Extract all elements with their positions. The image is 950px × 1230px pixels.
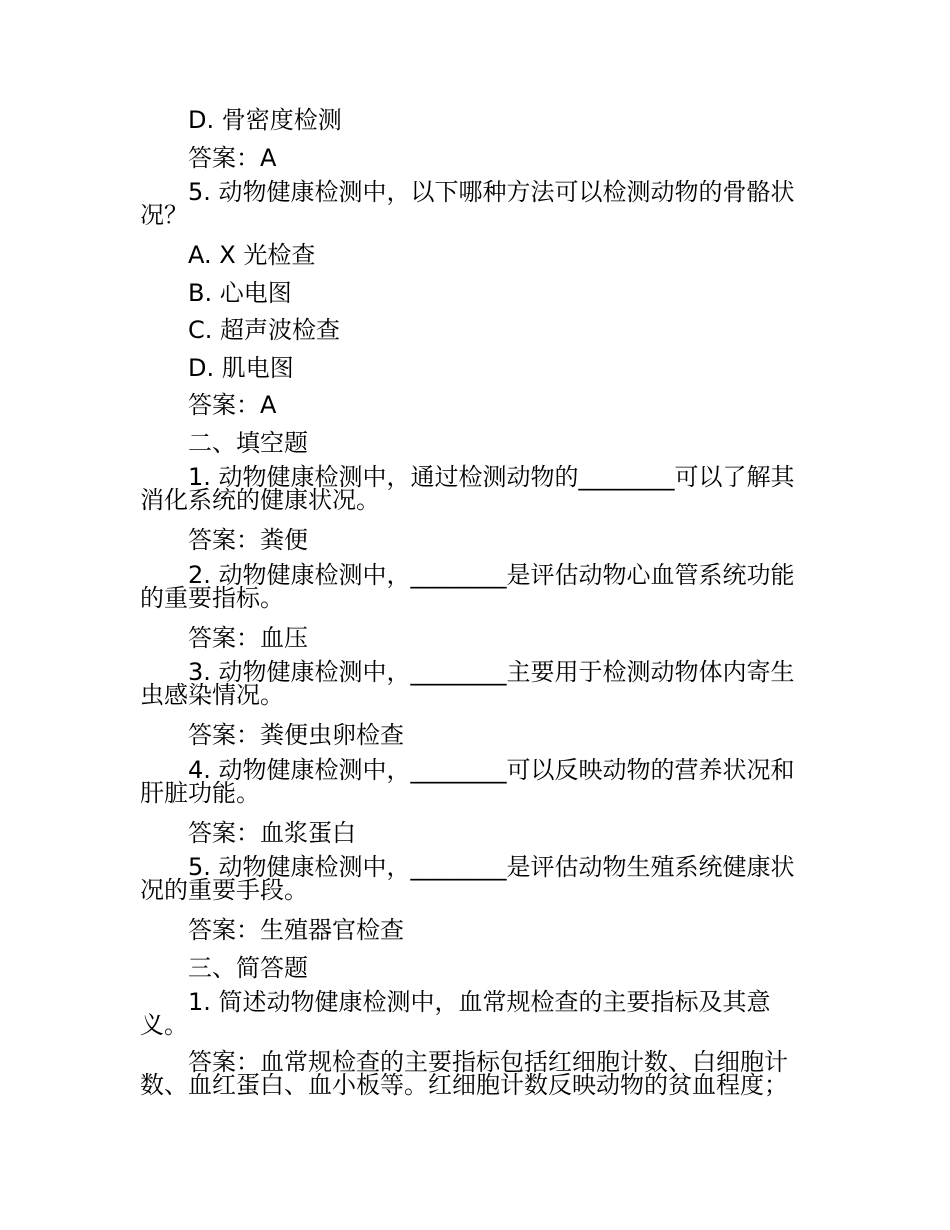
option-d: D. 肌电图 xyxy=(188,353,294,382)
document-body xyxy=(140,102,812,1107)
answer-line: 答案：粪便虫卵检查 xyxy=(188,721,404,749)
section-heading-fill-in: 二、填空题 xyxy=(188,428,308,457)
option-c: C. 超声波检查 xyxy=(188,316,341,344)
fill-question-1: 1. 动物健康检测中，通过检测动物的________可以了解其消化系统的健康状况。 xyxy=(140,463,795,514)
short-answer-1: 答案：血常规检查的主要指标包括红细胞计数、白细胞计数、血红蛋白、血小板等。红细胞计数反映动物的贫血程度； xyxy=(140,1048,788,1099)
answer-line: 答案：A xyxy=(188,391,277,419)
option-a: A. X 光检查 xyxy=(188,241,316,269)
section-heading-short-answer: 三、简答题 xyxy=(188,953,308,982)
fill-question-5: 5. 动物健康检测中，________是评估动物生殖系统健康状况的重要手段。 xyxy=(140,853,795,904)
question-5: 5. 动物健康检测中，以下哪种方法可以检测动物的骨骼状况？ xyxy=(140,178,795,229)
option-b: B. 心电图 xyxy=(188,278,292,307)
fill-question-2: 2. 动物健康检测中，________是评估动物心血管系统功能的重要指标。 xyxy=(140,560,795,612)
answer-line: 答案：血浆蛋白 xyxy=(188,818,356,847)
answer-line: 答案：粪便 xyxy=(188,526,308,554)
short-question-1: 1. 简述动物健康检测中，血常规检查的主要指标及其意义。 xyxy=(140,988,771,1039)
answer-line: 答案：生殖器官检查 xyxy=(188,916,404,944)
answer-line: 答案：血压 xyxy=(188,623,308,652)
answer-line: 答案：A xyxy=(188,143,277,172)
option-d: D. 骨密度检测 xyxy=(188,106,342,134)
fill-question-4: 4. 动物健康检测中，________可以反映动物的营养状况和肝脏功能。 xyxy=(140,755,795,807)
fill-question-3: 3. 动物健康检测中，________主要用于检测动物体内寄生虫感染情况。 xyxy=(140,658,795,709)
